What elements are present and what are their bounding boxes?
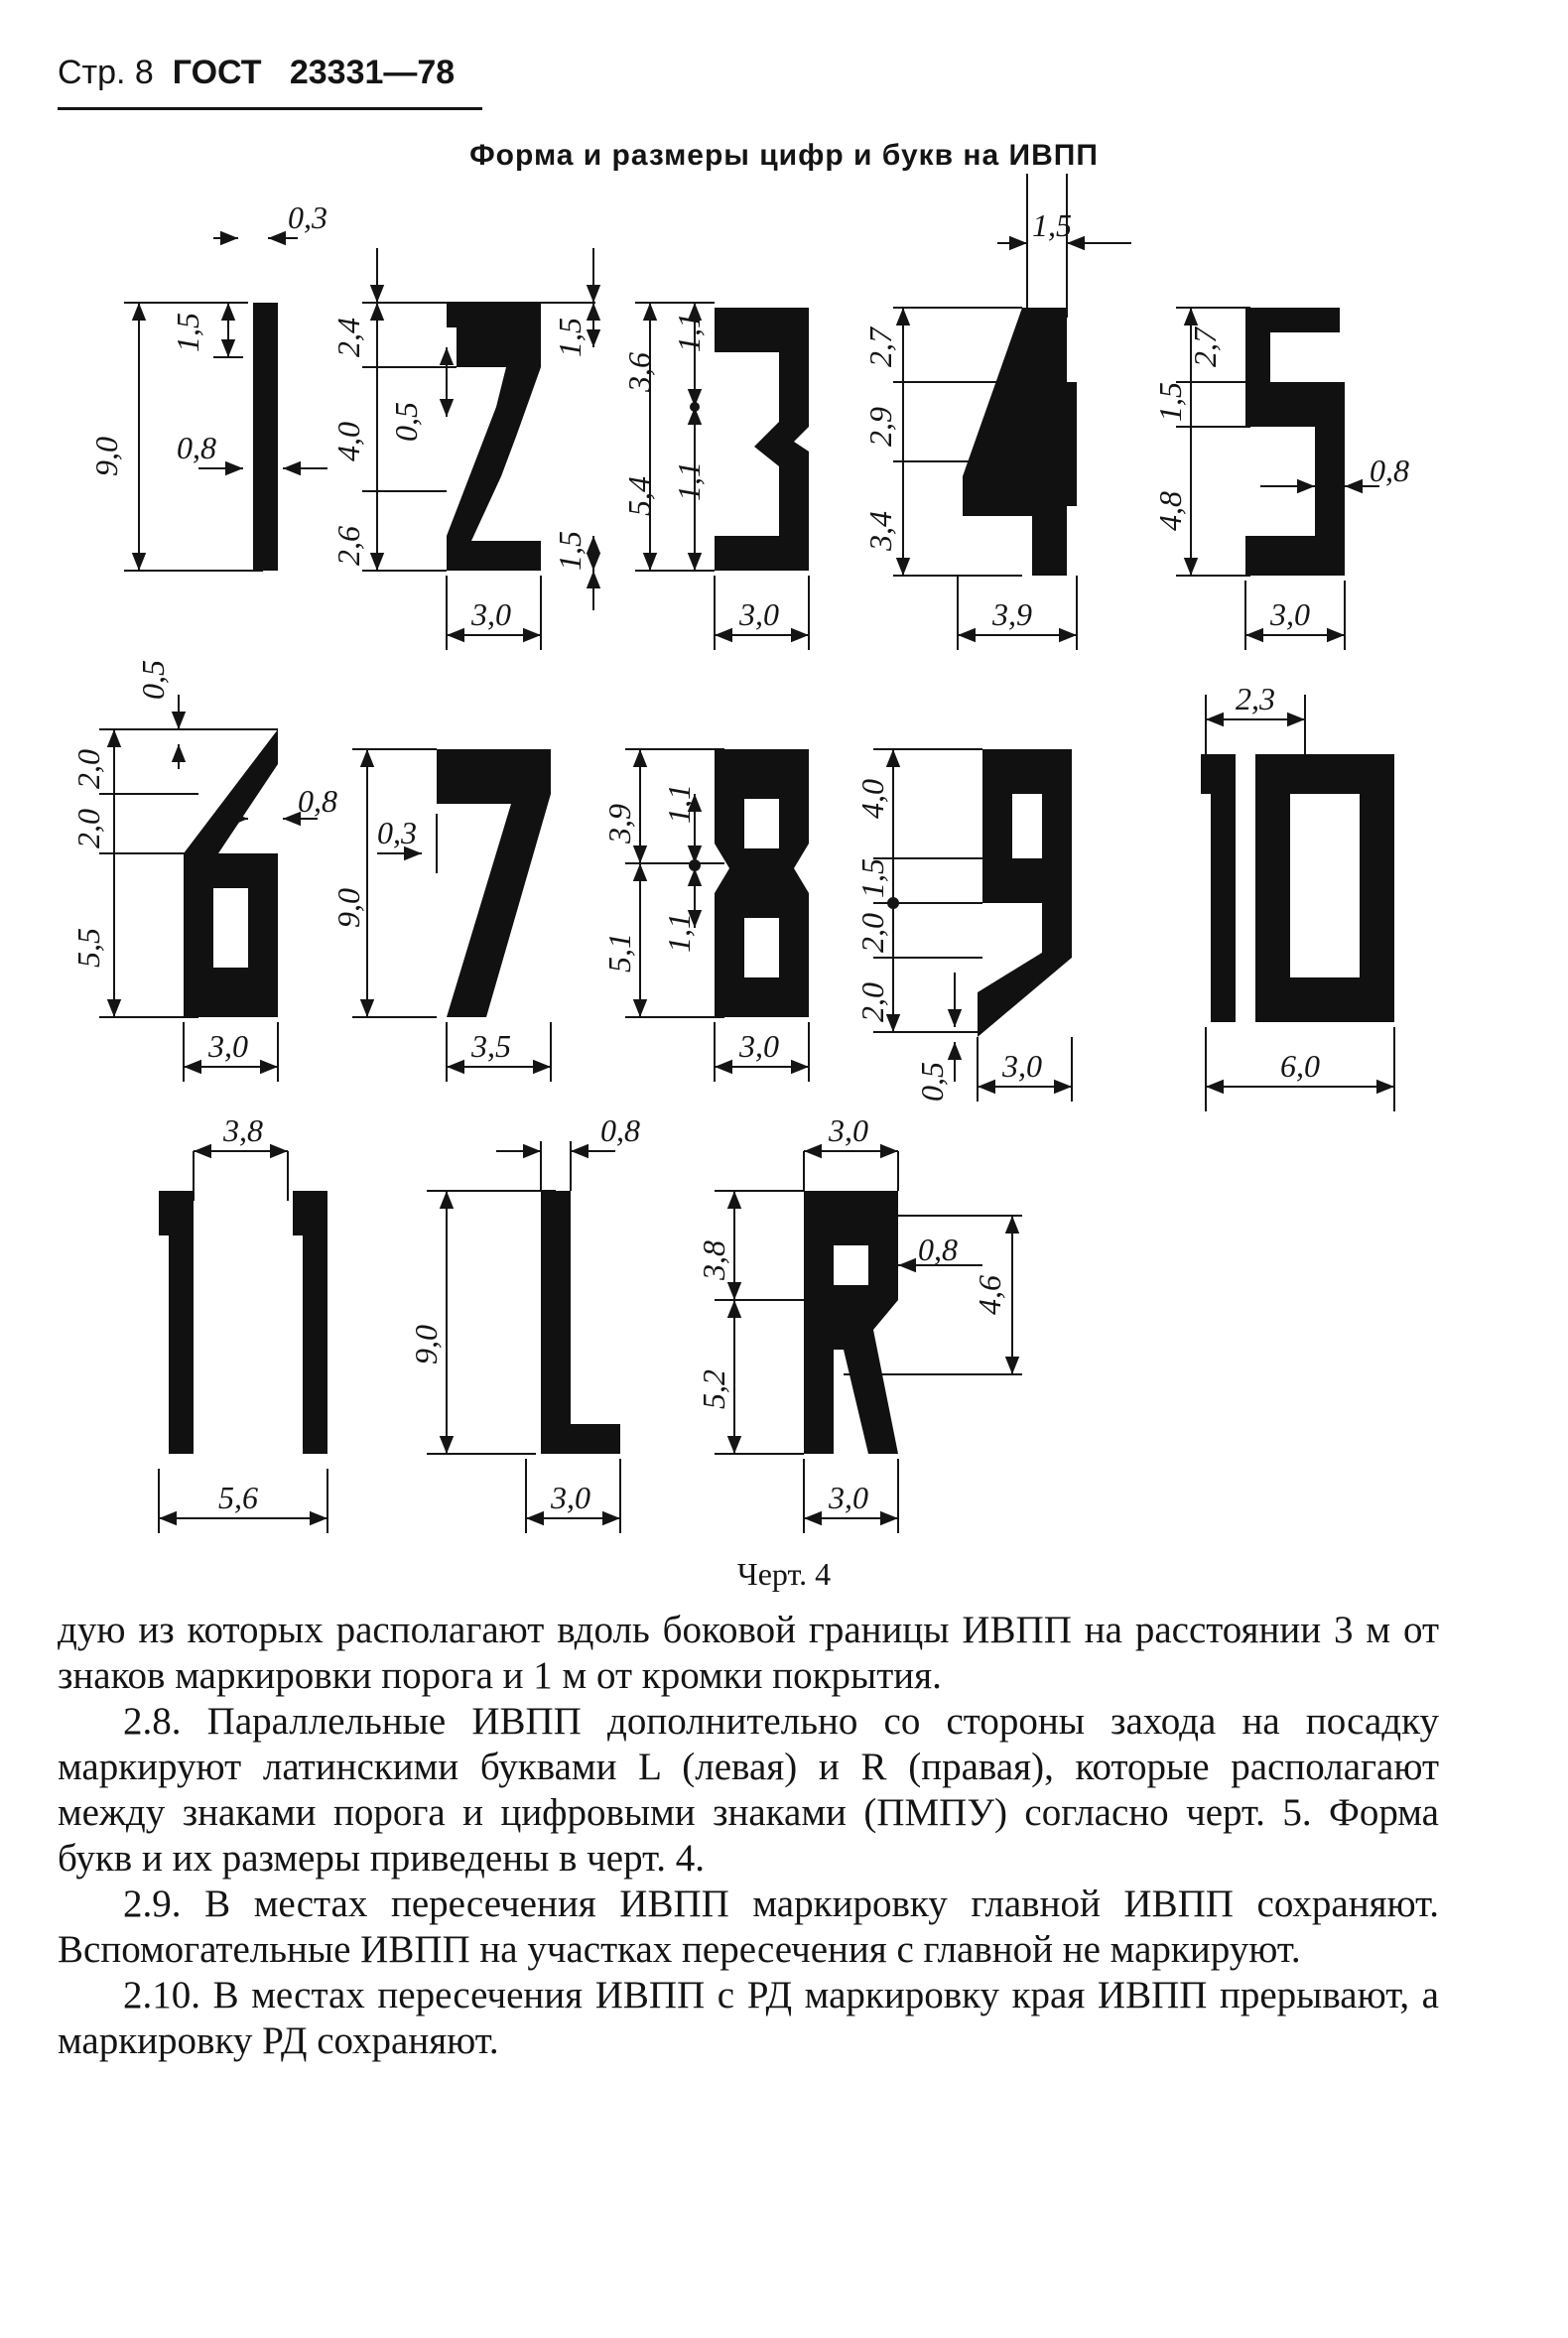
dim-6-d: 5,5	[70, 928, 106, 968]
dim-8-width: 3,0	[739, 1028, 779, 1064]
dim-9-c: 2,0	[854, 913, 890, 953]
dim-10-a: 2,3	[1236, 681, 1275, 716]
dim-6-c: 2,0	[70, 809, 106, 848]
glyph-shapes	[159, 303, 1394, 1454]
dim-3-width: 3,0	[739, 596, 779, 632]
dim-2-c: 0,5	[388, 402, 424, 442]
glyph-R	[804, 1191, 898, 1454]
dim-3-b: 1,1	[671, 313, 707, 352]
glyph-4	[963, 308, 1077, 576]
dim-7-width: 3,5	[471, 1028, 511, 1064]
dim-9-b: 1,5	[854, 858, 890, 898]
paragraph-continuation: дую из которых располагают вдоль боковой границы ИВПП на расстоянии 3 м от знаков маркировки порога и 1 м от кромки покрытия.	[58, 1609, 1439, 1697]
dim-R-stroke: 0,8	[918, 1232, 958, 1267]
dim-L-height: 9,0	[408, 1325, 444, 1364]
dim-1-height: 9,0	[88, 437, 124, 476]
figure-caption: Черт. 4	[736, 1556, 832, 1592]
glyph-6	[184, 729, 278, 1017]
glyph-9	[978, 749, 1072, 1037]
dim-5-b: 1,5	[1152, 382, 1188, 422]
glyph-11-first	[159, 1191, 194, 1454]
dim-10-width: 6,0	[1280, 1048, 1320, 1084]
dim-4-b: 2,9	[862, 407, 898, 447]
dim-R-a: 3,8	[696, 1240, 731, 1280]
glyph-L	[541, 1191, 620, 1454]
dim-3-a: 3,6	[621, 352, 657, 392]
dim-5-c: 4,8	[1152, 491, 1188, 531]
dim-3-c: 5,4	[621, 476, 657, 516]
dim-R-c: 4,6	[972, 1275, 1007, 1315]
glyph-10-one	[1201, 754, 1236, 1022]
dim-7-a: 0,3	[377, 815, 417, 850]
dim-L-width: 3,0	[551, 1480, 590, 1515]
dim-9-d: 2,0	[854, 982, 890, 1022]
dim-11-a: 3,8	[223, 1112, 263, 1148]
dim-2-width: 3,0	[471, 596, 511, 632]
dim-R-width: 3,0	[829, 1480, 868, 1515]
dim-11-width: 5,6	[218, 1480, 258, 1515]
dim-8-b: 1,1	[661, 784, 697, 824]
dim-5-a: 2,7	[1187, 327, 1223, 367]
dim-2-f: 1,5	[552, 531, 588, 571]
dim-6-b: 2,0	[70, 749, 106, 789]
glyph-2	[447, 303, 541, 571]
dim-8-c: 5,1	[601, 933, 637, 973]
dim-9-a: 4,0	[854, 779, 890, 819]
page-number: Стр. 8	[58, 54, 154, 91]
dim-4-a: 2,7	[862, 327, 898, 367]
dim-2-b: 1,5	[552, 318, 588, 357]
dim-8-d: 1,1	[661, 913, 697, 953]
dim-4-width: 3,9	[992, 596, 1032, 632]
dim-9-e: 0,5	[914, 1062, 950, 1102]
glyph-3	[715, 308, 809, 571]
dim-3-d: 1,1	[671, 461, 707, 501]
dim-2-d: 4,0	[330, 422, 366, 461]
dim-6-stroke: 0,8	[298, 783, 337, 819]
dim-7-height: 9,0	[330, 888, 366, 928]
standard-number: 23331—78	[289, 54, 456, 91]
dim-4-c: 3,4	[862, 511, 898, 551]
glyph-11-second	[293, 1191, 327, 1454]
body-text	[58, 1608, 1439, 2064]
glyph-5	[1245, 308, 1345, 576]
dim-1-stroke: 0,8	[177, 430, 216, 465]
dim-9-width: 3,0	[1002, 1048, 1042, 1084]
standard-label: ГОСТ	[172, 54, 262, 91]
dim-R-b: 5,2	[696, 1369, 731, 1409]
dim-2-a: 2,4	[330, 318, 366, 357]
paragraph-2-10: 2.10. В местах пересечения ИВПП с РД маркировку края ИВПП прерывают, а маркировку РД сохраняют.	[58, 1974, 1439, 2062]
dim-8-a: 3,9	[601, 804, 637, 844]
glyph-7	[437, 749, 551, 1017]
dim-1-width: 0,3	[288, 199, 327, 235]
paragraph-2-9: 2.9. В местах пересечения ИВПП маркировку главной ИВПП сохраняют. Вспомогательные ИВПП на участках пересечения с главной не маркируют.	[58, 1883, 1439, 1971]
paragraph-2-8: 2.8. Параллельные ИВПП дополнительно со стороны захода на посадку маркируют латинскими буквами L (левая) и R (правая), которые располагают между знаками порога и цифровыми знаками (ПМПУ) согласно черт. 5. Форма букв и их размеры приведены в черт. 4.	[58, 1700, 1439, 1880]
glyph-8	[715, 749, 809, 1017]
dim-2-e: 2,6	[330, 526, 366, 566]
glyph-1	[253, 303, 278, 571]
dim-5-width: 3,0	[1270, 596, 1310, 632]
dim-6-width: 3,0	[208, 1028, 248, 1064]
dim-R-top: 3,0	[829, 1112, 868, 1148]
figure-title: Форма и размеры цифр и букв на ИВПП	[469, 139, 1099, 172]
dim-4-top: 1,5	[1032, 207, 1072, 243]
glyph-10-zero	[1255, 754, 1394, 1022]
dim-1-top: 1,5	[170, 313, 205, 352]
dim-L-stroke: 0,8	[600, 1112, 640, 1148]
dim-5-stroke: 0,8	[1370, 453, 1409, 488]
dim-6-a: 0,5	[135, 660, 171, 700]
